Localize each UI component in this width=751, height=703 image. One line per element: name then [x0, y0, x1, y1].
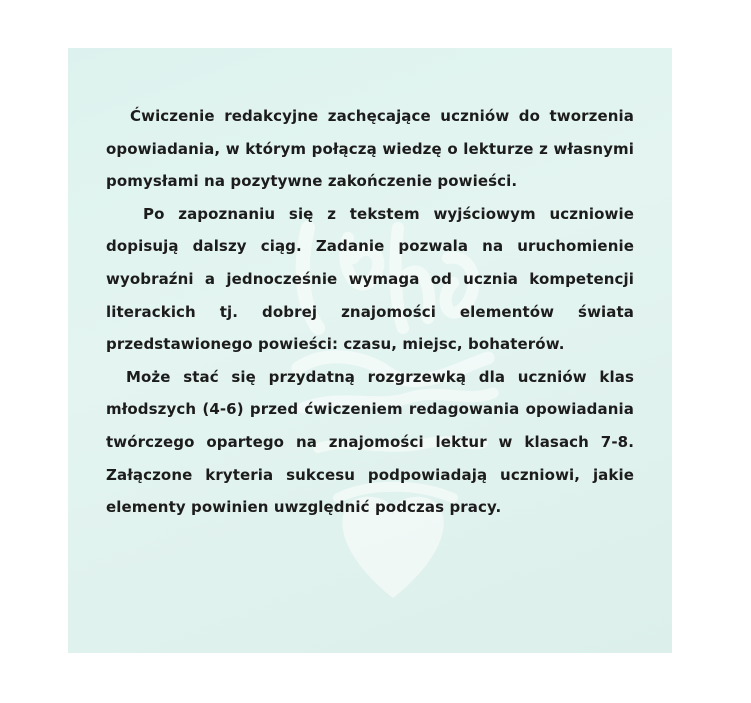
description-text	[106, 100, 634, 524]
paragraph-task: Po zapoznaniu się z tekstem wyjściowym uczniowie dopisują dalszy ciąg. Zadanie pozwala na uruchomienie wyobraźni a jednocześnie wymaga od ucznia kompetencji literackich tj. dobrej znajomości elementów świata przedstawionego powieści: czasu, miejsc, bohaterów.	[106, 204, 634, 354]
paragraph-intro: Ćwiczenie redakcyjne zachęcające uczniów do tworzenia opowiadania, w którym połączą wiedzę o lekturze z własnymi pomysłami na pozytywne zakończenie powieści.	[106, 107, 634, 191]
description-panel	[68, 48, 672, 653]
paragraph-usage: Może stać się przydatną rozgrzewką dla uczniów klas młodszych (4-6) przed ćwiczeniem redagowania opowiadania twórczego opartego na znajomości lektur w klasach 7-8. Załączone kryteria sukcesu podpowiadają uczniowi, jakie elementy powinien uwzględnić podczas pracy.	[106, 367, 634, 517]
